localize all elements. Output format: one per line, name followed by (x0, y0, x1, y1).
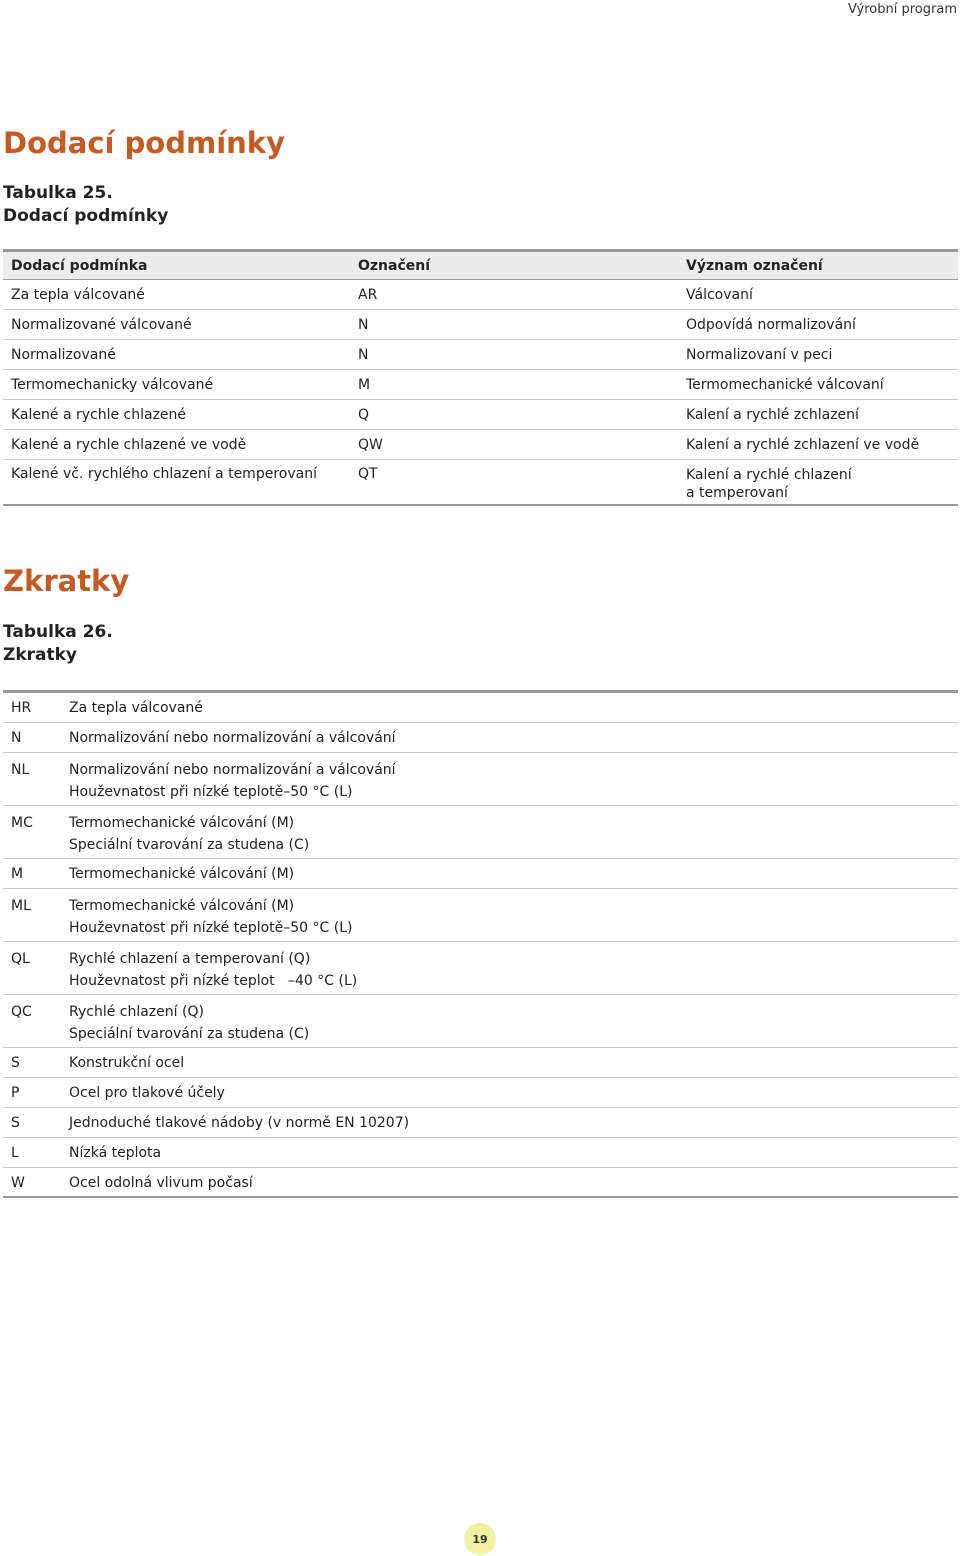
abbreviation: S (11, 1055, 20, 1071)
abbreviation: W (11, 1175, 25, 1191)
cell: Kalené a rychle chlazené (11, 406, 187, 423)
caption-number: Tabulka 25. (3, 183, 113, 203)
running-header: Výrobní program (848, 2, 957, 17)
table-row (3, 859, 958, 889)
table-row (3, 280, 958, 310)
cell: AR (358, 286, 378, 303)
abbreviation: QC (11, 1004, 32, 1020)
meaning (69, 1001, 958, 1047)
table-caption-25 (3, 182, 168, 228)
cell: Kalené a rychle chlazené ve vodě (11, 436, 247, 453)
abbreviation: L (11, 1145, 19, 1161)
cell: QT (358, 466, 378, 482)
meaning: Ocel odolná vlivum počasí (69, 1175, 253, 1191)
table-row (3, 1078, 958, 1108)
table-row (3, 460, 958, 506)
table-row (3, 942, 958, 995)
table-row (3, 723, 958, 753)
cell: N (358, 316, 369, 333)
meaning: Konstrukční ocel (69, 1055, 185, 1071)
cell: Kalení a rychlé zchlazení ve vodě (686, 436, 920, 453)
meaning-line: Termomechanické válcování (M) (69, 898, 295, 914)
cell: Q (358, 406, 370, 423)
table-header-row (3, 249, 958, 280)
cell: Normalizovaní v peci (686, 346, 833, 363)
cell: M (358, 376, 371, 393)
abbreviation: P (11, 1085, 20, 1101)
section-title-delivery-conditions: Dodací podmínky (3, 126, 285, 160)
caption-number: Tabulka 26. (3, 622, 113, 642)
cell-line: a temperovaní (686, 485, 788, 501)
meaning: Ocel pro tlakové účely (69, 1085, 225, 1101)
meaning (69, 759, 958, 805)
abbreviation: QL (11, 951, 30, 967)
table-row (3, 889, 958, 942)
abbreviations-table (3, 690, 958, 1198)
table-row (3, 1108, 958, 1138)
cell: Válcovaní (686, 286, 753, 303)
abbreviation: ML (11, 898, 31, 914)
meaning: Termomechanické válcování (M) (69, 866, 295, 882)
caption-title: Zkratky (3, 645, 78, 665)
column-header: Dodací podmínka (11, 257, 148, 274)
abbreviation: S (11, 1115, 20, 1131)
column-header: Význam označení (686, 257, 823, 274)
cell (678, 466, 958, 502)
delivery-conditions-table (3, 249, 958, 506)
cell: Za tepla válcované (11, 286, 145, 303)
abbreviation: MC (11, 815, 33, 831)
abbreviation: N (11, 730, 22, 746)
cell: Kalené vč. rychlého chlazení a temperovaní (11, 466, 317, 482)
table-row (3, 370, 958, 400)
meaning-line: Termomechanické válcování (M) (69, 815, 295, 831)
meaning: Jednoduché tlakové nádoby (v normě EN 10207) (69, 1115, 410, 1131)
table-row (3, 400, 958, 430)
table-row (3, 693, 958, 723)
abbreviation: HR (11, 700, 32, 716)
meaning-line: Houževnatost při nízké teplotě–50 °C (L) (69, 920, 353, 936)
meaning-line: Speciální tvarování za studena (C) (69, 1026, 310, 1042)
meaning: Za tepla válcované (69, 700, 203, 716)
section-title-abbreviations: Zkratky (3, 564, 130, 598)
table-row (3, 1048, 958, 1078)
page-number-badge: 19 (464, 1523, 496, 1555)
meaning-line: Normalizování nebo normalizování a válcování (69, 762, 396, 778)
meaning-line: Speciální tvarování za studena (C) (69, 837, 310, 853)
caption-title: Dodací podmínky (3, 206, 169, 226)
meaning-line: Rychlé chlazení (Q) (69, 1004, 204, 1020)
table-row (3, 430, 958, 460)
table-row (3, 310, 958, 340)
cell: Odpovídá normalizování (686, 316, 856, 333)
table-row (3, 340, 958, 370)
abbreviation: NL (11, 762, 30, 778)
cell: Normalizované válcované (11, 316, 192, 333)
meaning-line: Houževnatost při nízké teplot –40 °C (L) (69, 973, 358, 989)
table-row (3, 1138, 958, 1168)
meaning (69, 948, 958, 994)
column-header: Označení (358, 257, 431, 274)
meaning-line: Rychlé chlazení a temperovaní (Q) (69, 951, 311, 967)
table-row (3, 1168, 958, 1198)
cell-line: Kalení a rychlé chlazení (686, 467, 852, 483)
cell: Kalení a rychlé zchlazení (686, 406, 859, 423)
meaning (69, 812, 958, 858)
cell: Termomechanické válcovaní (686, 376, 884, 393)
meaning: Nízká teplota (69, 1145, 162, 1161)
meaning (69, 895, 958, 941)
table-row (3, 806, 958, 859)
cell: Termomechanicky válcované (11, 376, 214, 393)
abbreviation: M (11, 866, 24, 882)
meaning-line: Houževnatost při nízké teplotě–50 °C (L) (69, 784, 353, 800)
table-row (3, 753, 958, 806)
cell: N (358, 346, 369, 363)
cell: QW (358, 436, 383, 453)
table-caption-26 (3, 621, 113, 667)
table-row (3, 995, 958, 1048)
cell: Normalizované (11, 346, 116, 363)
meaning: Normalizování nebo normalizování a válcování (69, 730, 396, 746)
